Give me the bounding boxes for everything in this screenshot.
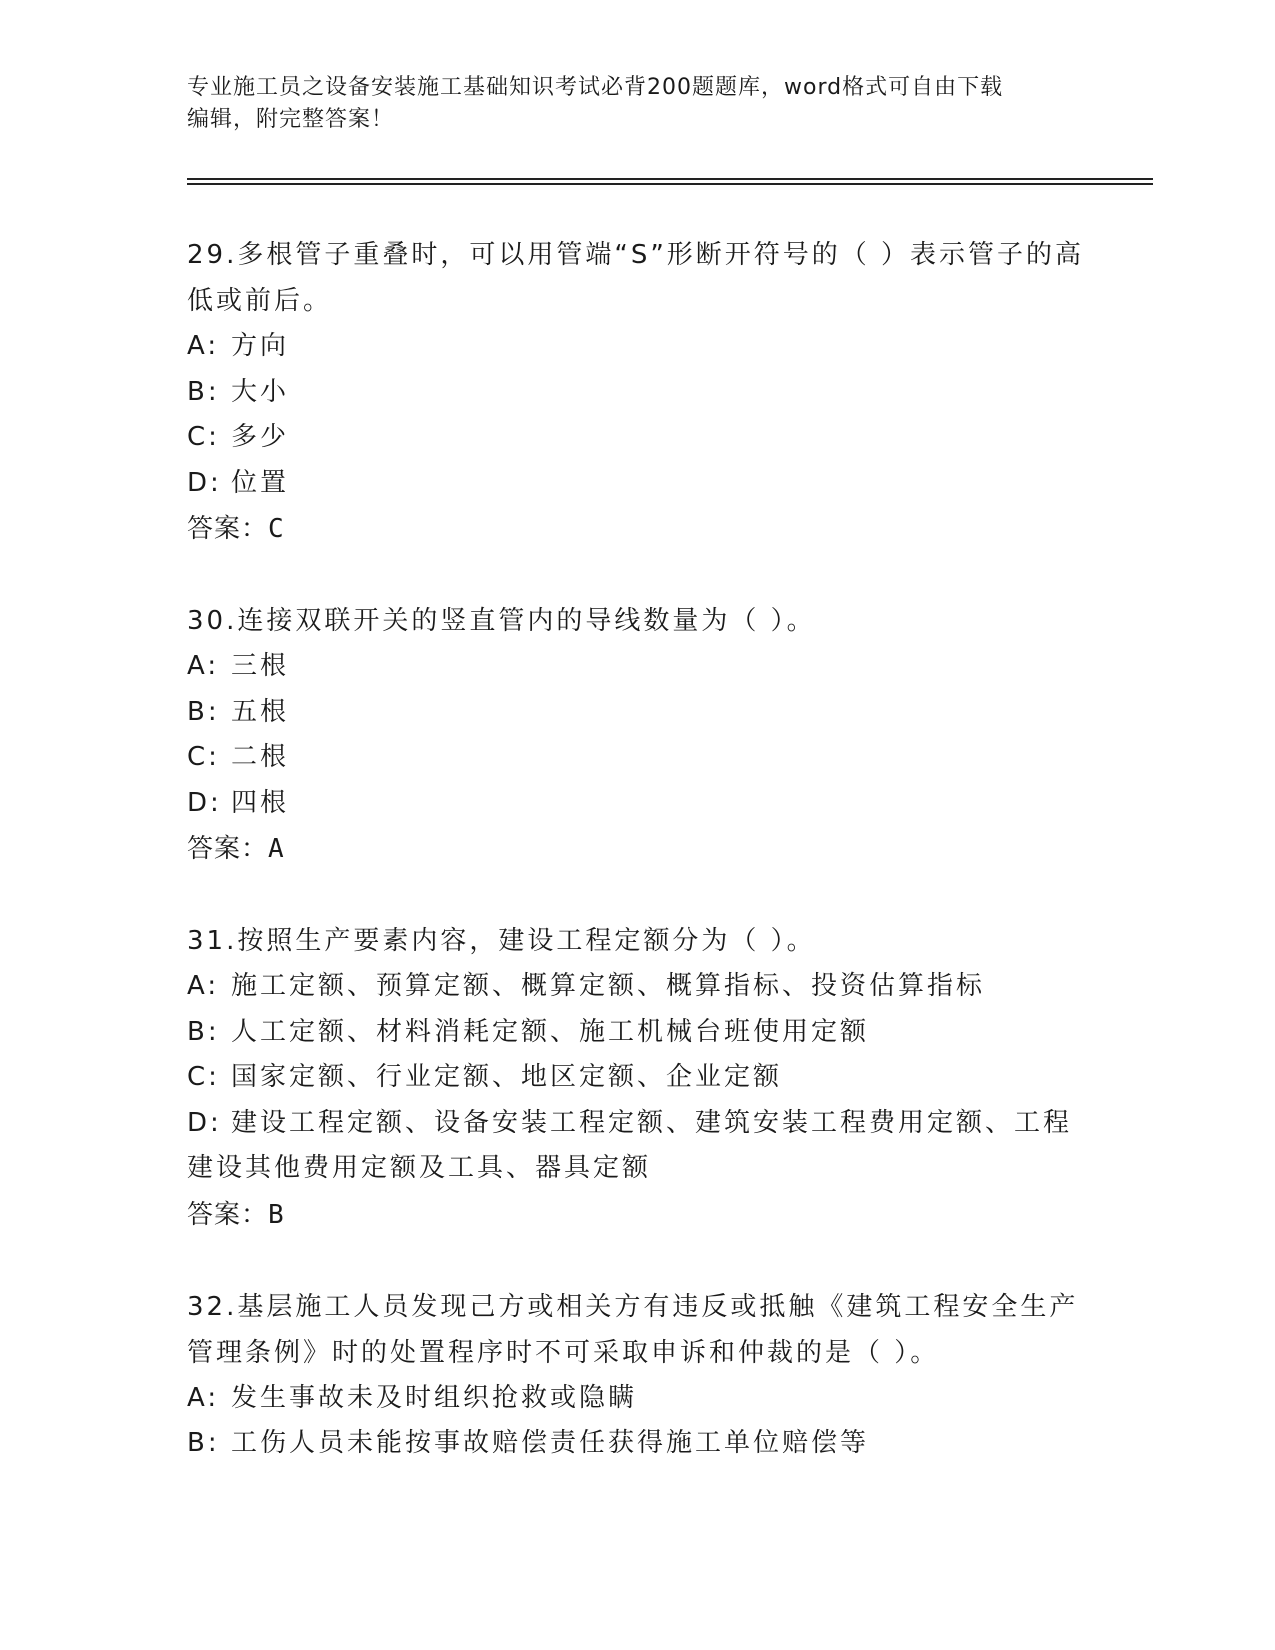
option-c [187,735,1087,781]
option-letter: D: [187,1107,222,1138]
answer-label: 答案： [187,834,269,864]
option-text: 多少 [231,422,290,452]
question-stem: 31.按照生产要素内容，建设工程定额分为（ ）。 [187,926,816,956]
header-line-1: 专业施工员之设备安装施工基础知识考试必背200题题库，word格式可自由下载 [187,75,1004,100]
option-letter: B: [187,1016,220,1047]
header-divider-top [187,178,1153,180]
answer-line [187,826,1087,872]
answer-value: B [268,1199,285,1230]
answer-label: 答案： [187,514,269,544]
document-header [187,72,1087,136]
option-c [187,1055,1087,1101]
answer-value: A [268,834,285,864]
header-divider-bottom [187,183,1153,185]
option-a [187,324,1087,370]
option-text: 建设工程定额、设备安装工程定额、建筑安装工程费用定额、工程建设其他费用定额及工具、器具定额 [187,1107,1073,1183]
option-text: 位置 [231,467,290,498]
answer-line [187,506,1087,552]
option-d [187,461,1087,507]
option-a [187,644,1087,690]
option-letter: C: [187,1062,220,1092]
question-stem: 30.连接双联开关的竖直管内的导线数量为（ ）。 [187,606,816,636]
question-stem: 32.基层施工人员发现己方或相关方有违反或抵触《建筑工程安全生产管理条例》时的处置程序时不可采取申诉和仲裁的是（ ）。 [187,1291,1079,1368]
option-b [187,1010,1087,1056]
option-a [187,964,1087,1010]
option-text: 人工定额、材料消耗定额、施工机械台班使用定额 [231,1016,870,1047]
option-letter: B: [187,1428,220,1458]
option-text: 施工定额、预算定额、概算定额、概算指标、投资估算指标 [231,971,986,1001]
option-text: 国家定额、行业定额、地区定额、企业定额 [231,1062,783,1092]
option-c [187,415,1087,461]
answer-label: 答案： [187,1199,269,1230]
option-text: 方向 [231,331,290,361]
option-text: 三根 [231,651,290,681]
option-b [187,690,1087,736]
option-letter: D: [187,467,222,498]
option-a [187,1376,1087,1422]
option-letter: C: [187,742,220,772]
option-letter: D: [187,787,222,818]
option-text: 五根 [231,696,290,727]
question-stem: 29.多根管子重叠时，可以用管端“S”形断开符号的（ ）表示管子的高低或前后。 [187,240,1085,316]
question-list [187,232,1087,1513]
option-letter: B: [187,696,220,727]
option-letter: A: [187,651,220,681]
header-line-2: 编辑，附完整答案！ [187,107,395,132]
option-text: 发生事故未及时组织抢救或隐瞒 [231,1382,638,1413]
answer-line [187,1192,1087,1238]
option-text: 大小 [231,376,290,407]
question-item [187,232,1087,552]
option-d [187,781,1087,827]
option-text: 二根 [231,742,290,772]
question-item [187,598,1087,872]
option-letter: A: [187,1382,220,1413]
option-b [187,370,1087,416]
option-letter: A: [187,971,220,1001]
option-letter: B: [187,376,220,407]
option-b [187,1421,1087,1467]
option-text: 四根 [231,787,290,818]
option-text: 工伤人员未能按事故赔偿责任获得施工单位赔偿等 [231,1428,870,1458]
option-d [187,1101,1087,1192]
option-letter: C: [187,422,220,452]
question-item [187,1284,1087,1467]
question-item [187,918,1087,1238]
option-letter: A: [187,331,220,361]
answer-value: C [268,514,285,544]
